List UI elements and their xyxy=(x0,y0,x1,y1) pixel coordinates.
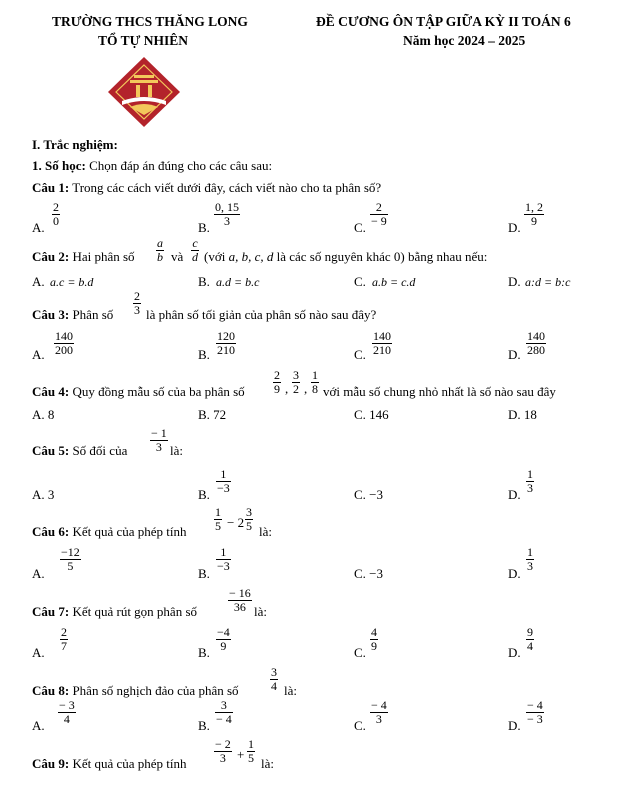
q4-fraction-3: $\frac{1}{8}$ xyxy=(312,368,318,396)
option-a[interactable]: A. 8 xyxy=(32,407,55,422)
question-2: Câu 2: Hai phân số xyxy=(32,249,135,264)
q4-comma-2: , xyxy=(304,381,308,396)
q7-option-d-fraction: $\frac{9}{4}$ xyxy=(527,625,533,653)
q5-option-d-fraction: $\frac{1}{3}$ xyxy=(527,467,533,495)
q6-fraction-1: $\frac{1}{5}$ xyxy=(215,505,221,533)
option-b[interactable]: B. xyxy=(198,718,210,733)
q8-option-a-fraction: $\frac{- 3}{4}$ xyxy=(59,698,75,726)
option-b[interactable]: B. xyxy=(198,645,210,660)
option-b[interactable]: B. xyxy=(198,487,210,502)
option-d[interactable]: D. xyxy=(508,566,521,581)
q2-text-and: và xyxy=(171,249,184,264)
question-9: Câu 9: Kết quả của phép tính xyxy=(32,756,187,771)
option-a[interactable]: A. xyxy=(32,566,45,581)
option-a[interactable]: A. xyxy=(32,347,45,362)
option-a[interactable]: A. xyxy=(32,645,45,660)
q2-option-a: a.c = b.d xyxy=(50,275,94,289)
q9-fraction-2: $\frac{1}{5}$ xyxy=(248,737,254,765)
q6-option-d-fraction: $\frac{1}{3}$ xyxy=(527,545,533,573)
option-c[interactable]: C. xyxy=(354,347,366,362)
q4-text: với mẫu số chung nhỏ nhất là số nào sau đây xyxy=(323,384,556,399)
option-b[interactable]: B. xyxy=(198,274,210,289)
option-a[interactable]: A. 3 xyxy=(32,487,55,502)
q2-option-d: a:d = b:c xyxy=(525,275,571,289)
q4-fraction-2: $\frac{3}{2}$ xyxy=(293,368,299,396)
q7-text: là: xyxy=(254,604,267,619)
option-c[interactable]: C. xyxy=(354,645,366,660)
q8-fraction: $\frac{3}{4}$ xyxy=(271,665,277,693)
q1-option-b-fraction: $\frac{0, 15}{3}$ xyxy=(215,200,239,228)
option-a[interactable]: A. xyxy=(32,718,45,733)
q2-fraction-cd: $\frac{c}{d}$ xyxy=(192,236,198,264)
school-name: TRƯỜNG THCS THĂNG LONG xyxy=(52,14,248,29)
q6-text: là: xyxy=(259,524,272,539)
option-d[interactable]: D. xyxy=(508,220,521,235)
question-3: Câu 3: Phân số xyxy=(32,307,114,322)
option-a[interactable]: A. xyxy=(32,220,45,235)
school-logo xyxy=(106,55,182,129)
option-d[interactable]: D. xyxy=(508,718,521,733)
q1-option-a-fraction: $\frac{2}{0}$ xyxy=(53,200,59,228)
q6-option-b-fraction: $\frac{1}{-3}$ xyxy=(217,545,230,573)
q4-fraction-1: $\frac{2}{9}$ xyxy=(274,368,280,396)
subsection: 1. Số học: Chọn đáp án đúng cho các câu sau: xyxy=(32,158,273,173)
q2-option-b: a.d = b.c xyxy=(216,275,260,289)
option-c[interactable]: C. 146 xyxy=(354,407,389,422)
department: TỔ TỰ NHIÊN xyxy=(98,33,189,48)
option-d[interactable]: D. xyxy=(508,347,521,362)
question-5: Câu 5: Số đối của xyxy=(32,443,128,458)
q2-fraction-ab: $\frac{a}{b}$ xyxy=(157,236,163,264)
question-4: Câu 4: Quy đồng mẫu số của ba phân số xyxy=(32,384,245,399)
q5-fraction: $\frac{- 1}{3}$ xyxy=(151,426,167,454)
doc-title: ĐỀ CƯƠNG ÔN TẬP GIỮA KỲ II TOÁN 6 xyxy=(316,14,571,29)
q7-fraction: $\frac{- 16}{36}$ xyxy=(229,586,251,614)
q3-fraction: $\frac{2}{3}$ xyxy=(134,289,140,317)
q3-option-d-fraction: $\frac{140}{280}$ xyxy=(527,329,545,357)
option-b[interactable]: B. xyxy=(198,347,210,362)
option-c[interactable]: C. −3 xyxy=(354,566,384,581)
q3-option-c-fraction: $\frac{140}{210}$ xyxy=(373,329,391,357)
option-d[interactable]: D. xyxy=(508,274,521,289)
q1-option-d-fraction: $\frac{1, 2}{9}$ xyxy=(525,200,543,228)
question-1: Câu 1: Trong các cách viết dưới đây, cách viết nào cho ta phân số? xyxy=(32,180,382,195)
q2-option-c: a.b = c.d xyxy=(372,275,416,289)
section-title: I. Trắc nghiệm: xyxy=(32,137,118,152)
option-d[interactable]: D. xyxy=(508,645,521,660)
q5-text: là: xyxy=(170,443,183,458)
option-b[interactable]: B. xyxy=(198,566,210,581)
q7-option-c-fraction: $\frac{4}{9}$ xyxy=(371,625,377,653)
option-c[interactable]: C. xyxy=(354,220,366,235)
question-6: Câu 6: Kết quả của phép tính xyxy=(32,524,187,539)
q7-option-b-fraction: $\frac{-4}{9}$ xyxy=(217,625,230,653)
q4-comma-1: , xyxy=(285,381,289,396)
option-c[interactable]: C. xyxy=(354,718,366,733)
q9-plus: + xyxy=(237,747,245,762)
option-c[interactable]: C. xyxy=(354,274,366,289)
q3-option-b-fraction: $\frac{120}{210}$ xyxy=(217,329,235,357)
q9-fraction-1: $\frac{- 2}{3}$ xyxy=(215,737,231,765)
option-d[interactable]: D. 18 xyxy=(508,407,537,422)
q7-option-a-fraction: $\frac{2}{7}$ xyxy=(61,625,67,653)
q8-option-d-fraction: $\frac{- 4}{- 3}$ xyxy=(527,698,543,726)
option-a[interactable]: A. xyxy=(32,274,45,289)
school-year: Năm học 2024 – 2025 xyxy=(403,33,526,48)
option-d[interactable]: D. xyxy=(508,487,521,502)
q2-text-rest: (với a, b, c, d là các số nguyên khác 0) bằng nhau nếu: xyxy=(204,249,488,264)
q3-text: là phân số tối giản của phân số nào sau đây? xyxy=(146,307,377,322)
q6-fraction-2: $\frac{3}{5}$ xyxy=(246,505,252,533)
option-c[interactable]: C. −3 xyxy=(354,487,384,502)
question-8: Câu 8: Phân số nghịch đảo của phân số xyxy=(32,683,239,698)
q6-minus: − 2 xyxy=(227,515,245,530)
option-b[interactable]: B. 72 xyxy=(198,407,227,422)
q8-option-b-fraction: $\frac{3}{- 4}$ xyxy=(216,698,232,726)
q8-option-c-fraction: $\frac{- 4}{3}$ xyxy=(371,698,387,726)
q9-text: là: xyxy=(261,756,274,771)
question-7: Câu 7: Kết quả rút gọn phân số xyxy=(32,604,198,619)
option-b[interactable]: B. xyxy=(198,220,210,235)
q8-text: là: xyxy=(284,683,297,698)
q6-option-a-fraction: $\frac{-12}{5}$ xyxy=(61,545,80,573)
q5-option-b-fraction: $\frac{1}{-3}$ xyxy=(217,467,230,495)
q1-option-c-fraction: $\frac{2}{- 9}$ xyxy=(371,200,387,228)
q3-option-a-fraction: $\frac{140}{200}$ xyxy=(55,329,73,357)
